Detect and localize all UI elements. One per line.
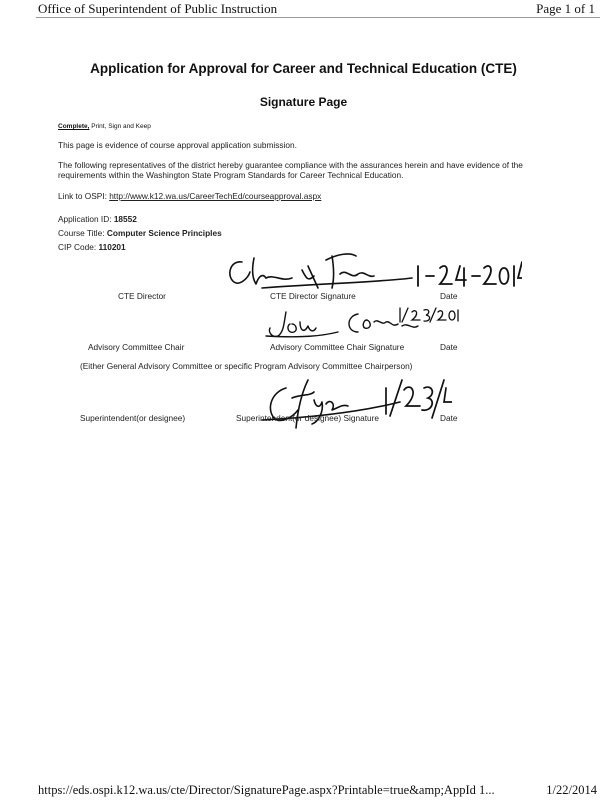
cte-director-label: CTE Director [118, 291, 166, 301]
instructions-rest: Print, Sign and Keep [89, 123, 151, 130]
course-title-label: Course Title: [58, 228, 107, 238]
cip-code-value: 110201 [98, 242, 126, 252]
print-footer-url: https://eds.ospi.k12.wa.us/cte/Director/SignaturePage.aspx?Printable=true&amp;AppId 1... [38, 783, 495, 797]
page-count: Page 1 of 1 [536, 1, 595, 16]
header-divider [36, 17, 600, 18]
advisory-chair-signature-image [262, 306, 462, 342]
link-prefix: Link to OSPI: [58, 191, 110, 201]
advisory-date-label: Date [440, 342, 458, 352]
assurance-paragraph: The following representatives of the district hereby guarantee compliance with the assurances herein and have evidence of the requirements within the Washington State Program Standards for Career Technical Education. [58, 160, 523, 180]
cte-director-signature-image [222, 248, 522, 292]
ospi-link[interactable]: http://www.k12.wa.us/CareerTechEd/courseapproval.aspx [109, 191, 322, 201]
cip-code [58, 242, 126, 252]
instructions [58, 123, 151, 130]
superintendent-label: Superintendent(or designee) [80, 413, 186, 423]
superintendent-date-label: Date [440, 413, 458, 423]
advisory-chair-signature-label: Advisory Committee Chair Signature [270, 342, 405, 352]
superintendent-signature-label: Superintendent(or designee) Signature [236, 413, 379, 423]
cte-date-label: Date [440, 291, 458, 301]
advisory-chair-note: (Either General Advisory Committee or specific Program Advisory Committee Chairperson) [80, 361, 413, 371]
course-title [58, 228, 222, 238]
cip-code-label: CIP Code: [58, 242, 99, 252]
application-id [58, 214, 137, 224]
evidence-paragraph: This page is evidence of course approval application submission. [58, 140, 297, 150]
application-id-label: Application ID: [58, 214, 114, 224]
print-footer-date: 1/22/2014 [546, 783, 597, 797]
advisory-chair-label: Advisory Committee Chair [88, 342, 185, 352]
instructions-bold: Complete, [58, 123, 90, 130]
course-title-value: Computer Science Principles [106, 228, 222, 238]
ospi-link-line [58, 191, 321, 201]
application-id-value: 18552 [113, 214, 137, 224]
document-subtitle: Signature Page [259, 95, 348, 109]
document-title: Application for Approval for Career and Technical Education (CTE) [90, 61, 517, 76]
browser-print-header-title: Office of Superintendent of Public Instruction [38, 1, 278, 16]
cte-director-signature-label: CTE Director Signature [270, 291, 356, 301]
